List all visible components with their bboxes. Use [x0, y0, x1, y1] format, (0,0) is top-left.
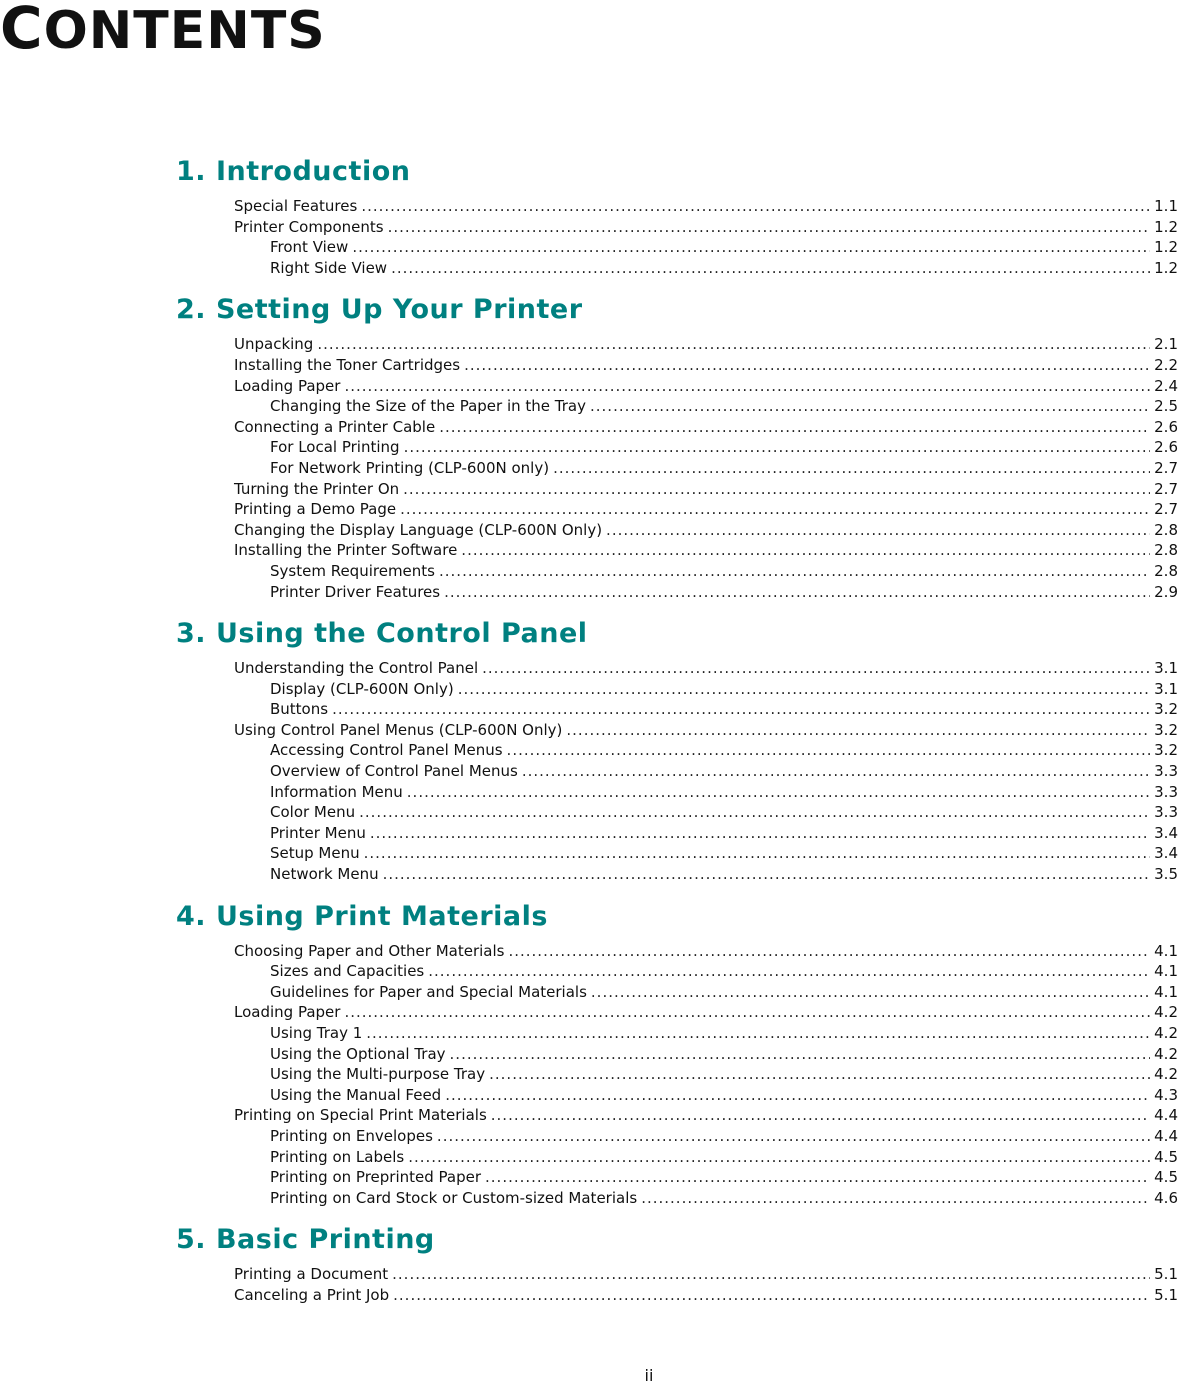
chapter-section [176, 292, 1178, 602]
toc-entry-page: 2.5 [1154, 397, 1178, 416]
chapter-section [176, 899, 1178, 1209]
dot-leader [439, 561, 1150, 582]
toc-subentry[interactable] [176, 458, 1178, 479]
dot-leader [344, 376, 1150, 397]
toc-entry-title: Printing on Preprinted Paper [270, 1168, 482, 1187]
toc-subentry[interactable] [176, 258, 1178, 279]
chapter-heading[interactable]: 4. Using Print Materials [176, 900, 548, 932]
toc-entry-title: Unpacking [234, 335, 314, 354]
toc-entry[interactable] [176, 334, 1178, 355]
dot-leader [407, 782, 1150, 803]
toc-entry-title: Printer Components [234, 217, 384, 236]
toc-entry-title: Color Menu [270, 803, 356, 822]
toc-subentry[interactable] [176, 823, 1178, 844]
toc-entry-page: 3.2 [1154, 741, 1178, 760]
toc-entry-page: 3.1 [1154, 659, 1178, 678]
toc-entry-page: 2.7 [1154, 500, 1178, 519]
dot-leader [641, 1188, 1150, 1209]
toc-entry-title: Display (CLP-600N Only) [270, 679, 454, 698]
toc-entry[interactable] [176, 355, 1178, 376]
toc-entry[interactable] [176, 499, 1178, 520]
toc-entry-title: Choosing Paper and Other Materials [234, 941, 505, 960]
toc-entry[interactable] [176, 196, 1178, 217]
dot-leader [370, 823, 1150, 844]
dot-leader [606, 520, 1150, 541]
toc-entry-title: Turning the Printer On [234, 479, 400, 498]
dot-leader [489, 1064, 1150, 1085]
toc-entry-page: 4.2 [1154, 1003, 1178, 1022]
dot-leader [445, 1085, 1150, 1106]
toc-entry[interactable] [176, 1285, 1178, 1306]
dot-leader [437, 1126, 1150, 1147]
dot-leader [332, 699, 1150, 720]
toc-subentry[interactable] [176, 1188, 1178, 1209]
toc-entry-title: Understanding the Control Panel [234, 659, 479, 678]
toc-entry-title: Canceling a Print Job [234, 1285, 390, 1304]
toc-entry-page: 4.6 [1154, 1188, 1178, 1207]
toc-entry-page: 4.5 [1154, 1147, 1178, 1166]
toc-entry-title: Special Features [234, 197, 358, 215]
toc-entry-page: 4.4 [1154, 1106, 1178, 1125]
dot-leader [491, 1105, 1150, 1126]
dot-leader [450, 1044, 1151, 1065]
toc-entry-title: Information Menu [270, 782, 403, 801]
toc-entry-page: 2.9 [1154, 582, 1178, 601]
toc-entry-title: Changing the Display Language (CLP-600N Only) [234, 520, 603, 539]
toc-entry-page: 1.2 [1154, 238, 1178, 257]
toc-entry-page: 3.3 [1154, 762, 1178, 781]
dot-leader [458, 679, 1150, 700]
dot-leader [392, 1264, 1150, 1285]
toc-entry-title: Network Menu [270, 865, 379, 884]
toc-entry-title: Using Control Panel Menus (CLP-600N Only) [234, 720, 563, 739]
toc-subentry[interactable] [176, 982, 1178, 1003]
toc-subentry[interactable] [176, 437, 1178, 458]
page-title [0, 0, 326, 62]
toc-entry[interactable] [176, 217, 1178, 238]
toc-entry-page: 4.5 [1154, 1168, 1178, 1187]
toc-entry-title: Loading Paper [234, 376, 341, 395]
toc-subentry[interactable] [176, 237, 1178, 258]
toc-entry-page: 5.1 [1154, 1265, 1178, 1284]
chapter-section [176, 154, 1178, 278]
toc-entry-title: Printer Driver Features [270, 582, 441, 601]
toc-entry-title: Printing on Special Print Materials [234, 1106, 487, 1125]
dot-leader [507, 740, 1151, 761]
dot-leader [352, 237, 1150, 258]
toc-entry-title: System Requirements [270, 561, 435, 580]
toc-entry-page: 1.2 [1154, 258, 1178, 277]
toc-entry-title: Printing on Card Stock or Custom-sized Materials [270, 1188, 638, 1207]
dot-leader [383, 864, 1151, 885]
table-of-contents [176, 154, 1178, 1320]
dot-leader [566, 720, 1150, 741]
toc-entry-title: Using the Multi-purpose Tray [270, 1065, 486, 1084]
toc-entry-page: 3.4 [1154, 823, 1178, 842]
dot-leader [485, 1167, 1150, 1188]
toc-subentry[interactable] [176, 1126, 1178, 1147]
toc-subentry[interactable] [176, 864, 1178, 885]
toc-entry[interactable] [176, 376, 1178, 397]
toc-subentry[interactable] [176, 679, 1178, 700]
toc-subentry[interactable] [176, 582, 1178, 603]
toc-entry-page: 2.8 [1154, 520, 1178, 539]
dot-leader [553, 458, 1150, 479]
dot-leader [400, 499, 1150, 520]
toc-entry-page: 2.4 [1154, 376, 1178, 395]
dot-leader [461, 540, 1150, 561]
dot-leader [439, 417, 1150, 438]
dot-leader [364, 843, 1151, 864]
toc-subentry[interactable] [176, 561, 1178, 582]
page-number: ii [644, 1366, 654, 1385]
chapter-section [176, 1222, 1178, 1305]
page-title-rest: ONTENTS [43, 1, 326, 61]
toc-entry-page: 2.2 [1154, 355, 1178, 374]
toc-entry[interactable] [176, 520, 1178, 541]
toc-subentry[interactable] [176, 396, 1178, 417]
toc-entry[interactable] [176, 417, 1178, 438]
toc-subentry[interactable] [176, 699, 1178, 720]
toc-entry[interactable] [176, 941, 1178, 962]
toc-entry-title: Buttons [270, 700, 329, 719]
dot-leader [404, 437, 1151, 458]
toc-entry-page: 4.1 [1154, 962, 1178, 981]
toc-entry-page: 4.2 [1154, 1044, 1178, 1063]
toc-entry-title: Printing a Document [234, 1265, 389, 1284]
dot-leader [482, 658, 1150, 679]
page-title-initial: C [0, 0, 44, 62]
toc-subentry[interactable] [176, 761, 1178, 782]
toc-entry-title: Printing on Envelopes [270, 1126, 433, 1145]
toc-entry-title: Accessing Control Panel Menus [270, 741, 503, 760]
toc-entry-page: 3.2 [1154, 720, 1178, 739]
dot-leader [344, 1002, 1150, 1023]
toc-subentry[interactable] [176, 782, 1178, 803]
toc-entry[interactable] [176, 1002, 1178, 1023]
toc-entry-title: Using the Optional Tray [270, 1044, 446, 1063]
toc-entry[interactable] [176, 720, 1178, 741]
toc-entry-title: Loading Paper [234, 1003, 341, 1022]
toc-subentry[interactable] [176, 1085, 1178, 1106]
toc-entry-title: Sizes and Capacities [270, 962, 425, 981]
toc-entry-page: 2.7 [1154, 458, 1178, 477]
toc-entry-page: 2.1 [1154, 335, 1178, 354]
dot-leader [366, 1023, 1150, 1044]
toc-subentry[interactable] [176, 1167, 1178, 1188]
chapter-heading[interactable]: 3. Using the Control Panel [176, 618, 588, 650]
toc-entry-title: Connecting a Printer Cable [234, 417, 436, 436]
dot-leader [444, 582, 1150, 603]
toc-entry-title: For Local Printing [270, 438, 400, 457]
toc-entry-page: 1.2 [1154, 217, 1178, 236]
toc-entry-title: Overview of Control Panel Menus [270, 762, 518, 781]
toc-subentry[interactable] [176, 1147, 1178, 1168]
dot-leader [428, 961, 1150, 982]
toc-subentry[interactable] [176, 1023, 1178, 1044]
toc-entry[interactable] [176, 540, 1178, 561]
toc-entry-title: Right Side View [270, 258, 388, 277]
chapter-heading[interactable]: 5. Basic Printing [176, 1224, 435, 1256]
toc-entry-page: 2.8 [1154, 541, 1178, 560]
toc-entry-page: 2.6 [1154, 438, 1178, 457]
toc-entry-title: Using the Manual Feed [270, 1085, 442, 1104]
toc-entry[interactable] [176, 479, 1178, 500]
dot-leader [403, 479, 1150, 500]
toc-entry-page: 1.1 [1154, 197, 1178, 215]
dot-leader [408, 1147, 1150, 1168]
toc-entry-page: 4.1 [1154, 941, 1178, 960]
dot-leader [361, 196, 1150, 217]
toc-entry-title: Printer Menu [270, 823, 366, 842]
toc-entry[interactable] [176, 1264, 1178, 1285]
toc-entry-page: 4.2 [1154, 1065, 1178, 1084]
dot-leader [508, 941, 1150, 962]
toc-entry-page: 3.2 [1154, 700, 1178, 719]
toc-entry-page: 2.7 [1154, 479, 1178, 498]
toc-entry-title: Front View [270, 238, 349, 257]
toc-entry-page: 5.1 [1154, 1285, 1178, 1304]
toc-entry-title: Installing the Toner Cartridges [234, 355, 461, 374]
toc-entry-page: 3.5 [1154, 865, 1178, 884]
chapter-heading[interactable]: 1. Introduction [176, 156, 411, 187]
toc-subentry[interactable] [176, 961, 1178, 982]
dot-leader [359, 802, 1150, 823]
chapter-section [176, 616, 1178, 885]
toc-entry-page: 4.2 [1154, 1024, 1178, 1042]
toc-entry-title: Changing the Size of the Paper in the Tray [270, 397, 586, 416]
dot-leader [388, 217, 1151, 238]
toc-entry-title: Using Tray 1 [270, 1024, 363, 1042]
toc-entry-page: 3.4 [1154, 844, 1178, 863]
toc-entry-page: 2.6 [1154, 417, 1178, 436]
dot-leader [590, 396, 1150, 417]
toc-subentry[interactable] [176, 1044, 1178, 1065]
toc-entry-title: Printing on Labels [270, 1147, 405, 1166]
toc-entry-title: For Network Printing (CLP-600N only) [270, 458, 550, 477]
toc-entry-title: Printing a Demo Page [234, 500, 397, 519]
toc-entry-page: 3.3 [1154, 803, 1178, 822]
toc-entry-title: Guidelines for Paper and Special Materials [270, 982, 587, 1001]
dot-leader [317, 334, 1150, 355]
toc-entry-title: Installing the Printer Software [234, 541, 458, 560]
toc-entry-page: 2.8 [1154, 561, 1178, 580]
dot-leader [393, 1285, 1150, 1306]
toc-entry-page: 3.3 [1154, 782, 1178, 801]
dot-leader [391, 258, 1150, 279]
toc-subentry[interactable] [176, 1064, 1178, 1085]
dot-leader [464, 355, 1150, 376]
chapter-heading[interactable]: 2. Setting Up Your Printer [176, 294, 583, 326]
toc-subentry[interactable] [176, 740, 1178, 761]
toc-entry-page: 4.4 [1154, 1126, 1178, 1145]
toc-entry-page: 3.1 [1154, 679, 1178, 698]
toc-subentry[interactable] [176, 802, 1178, 823]
toc-subentry[interactable] [176, 843, 1178, 864]
toc-entry[interactable] [176, 1105, 1178, 1126]
toc-entry-title: Setup Menu [270, 844, 360, 863]
dot-leader [591, 982, 1150, 1003]
toc-entry-page: 4.1 [1154, 982, 1178, 1001]
dot-leader [522, 761, 1150, 782]
toc-entry[interactable] [176, 658, 1178, 679]
toc-entry-page: 4.3 [1154, 1085, 1178, 1104]
